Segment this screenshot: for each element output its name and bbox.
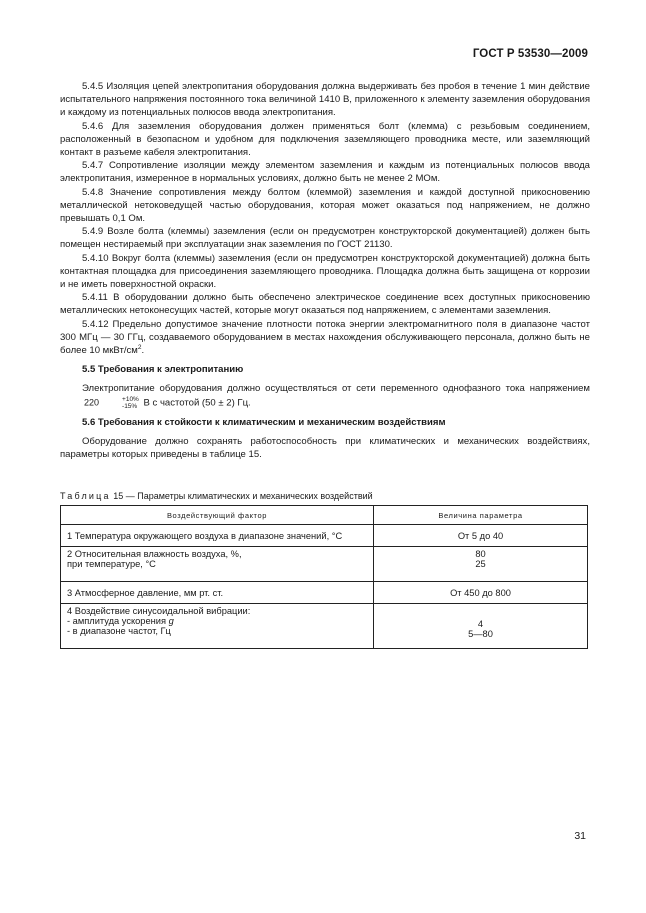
paragraph-5-4-8: 5.4.8 Значение сопротивления между болтом (клеммой) заземления и каждой доступной прикосновению металлической нетоковедущей частью оборудования, которая может оказаться под напряжением, не должно превышать 0,1 Ом. — [60, 186, 590, 225]
section-5-5-heading: 5.5 Требования к электропитанию — [82, 364, 244, 376]
factor-line: 1 Температура окружающего воздуха в диапазоне значений, °С — [67, 530, 343, 541]
paragraph-5-5-end: В с частотой (50 ± 2) Гц. — [143, 397, 251, 409]
value-line: От 5 до 40 — [457, 530, 504, 541]
table-row — [61, 582, 588, 604]
superscript-2: 2 — [137, 343, 142, 351]
factor-line: - в диапазоне частот, Гц — [67, 626, 171, 636]
factor-cell — [61, 582, 374, 604]
section-5-6-heading: 5.6 Требования к стойкости к климатическим и механическим воздействиям — [82, 416, 446, 428]
paragraph-5-4-5: 5.4.5 Изоляция цепей электропитания оборудования должна выдерживать без пробоя в течение 1 мин действие испытательного напряжения постоянного тока величиной 1410 В, приложенного к элементу заземления оборудования и каждому из потенциальных полюсов ввода электропитания. — [60, 81, 590, 119]
value-line: 80 — [475, 549, 486, 559]
factor-line: 4 Воздействие синусоидальной вибрации: — [67, 606, 251, 616]
document-body — [60, 80, 590, 461]
paragraph-5-5 — [60, 382, 590, 409]
header-factor: Воздействующий фактор — [61, 506, 374, 525]
parameters-table — [60, 505, 588, 649]
paragraph-5-5-text: Электропитание оборудования должно осуществляться от сети переменного однофазного тока напряжением — [82, 383, 590, 395]
paragraph-5-4-6: 5.4.6 Для заземления оборудования должен применяться болт (клемма) с резьбовым соединением, расположенный в безопасном и удобном для подключения заземляющего проводника месте, или заземляющий контакт в разъеме кабеля электропитания. — [60, 120, 590, 159]
value-cell — [374, 604, 588, 649]
paragraph-5-6: Оборудование должно сохранять работоспособность при климатических и механических воздействиях, параметры которых приведены в таблице 15. — [60, 435, 590, 461]
table-caption — [60, 491, 373, 501]
value-cell — [374, 525, 588, 547]
table-caption-word: Таблица — [60, 491, 111, 501]
value-line: 25 — [475, 559, 486, 569]
voltage-value: 220 — [84, 397, 100, 408]
header-value: Величина параметра — [374, 506, 588, 525]
page-number: 31 — [574, 830, 586, 842]
value-line: 4 — [477, 619, 484, 629]
paragraph-5-4-9: 5.4.9 Возле болта (клеммы) заземления (если он предусмотрен конструкторской документацией) должен быть помещен нестираемый при эксплуатации знак заземления по ГОСТ 21130. — [60, 226, 590, 251]
factor-cell — [61, 525, 374, 547]
tolerance-plus: +10% — [122, 395, 139, 403]
factor-line: при температуре, °С — [67, 559, 156, 569]
factor-line: - амплитуда ускорения g — [67, 616, 174, 626]
table-row — [61, 604, 588, 649]
table-caption-text: 15 — Параметры климатических и механических воздействий — [113, 491, 373, 501]
table-row — [61, 525, 588, 547]
value-line: От 450 до 800 — [450, 587, 511, 598]
voltage-with-tolerance — [62, 396, 139, 410]
paragraph-5-4-12-end: . — [141, 345, 145, 357]
table-row — [61, 547, 588, 582]
paragraph-5-4-7: 5.4.7 Сопротивление изоляции между элементом заземления и каждым из потенциальных полюсов ввода электропитания, измеренное в нормальных условиях, должно быть не менее 2 МОм. — [60, 160, 590, 185]
factor-line: 3 Атмосферное давление, мм рт. ст. — [67, 587, 224, 598]
paragraph-5-4-10: 5.4.10 Вокруг болта (клеммы) заземления (если он предусмотрен конструкторской документацией) должна быть контактная площадка для присоединения заземляющего проводника. Площадка должна быть защищена от коррозии и не иметь поверхностной окраски. — [60, 252, 590, 291]
value-line — [380, 606, 581, 619]
factor-cell — [61, 604, 374, 649]
factor-line: 2 Относительная влажность воздуха, %, — [67, 549, 242, 559]
value-line: 5—80 — [468, 629, 493, 639]
value-cell — [374, 582, 588, 604]
paragraph-5-4-12 — [60, 318, 590, 358]
factor-cell — [61, 547, 374, 582]
paragraph-5-4-12-text: 5.4.12 Предельно допустимое значение плотности потока энергии электромагнитного поля в диапазоне частот 300 МГц — 30 ГГц, создаваемого оборудованием в местах нахождения обслуживающего персонала, должно быть не более 10 мкВт/см — [60, 318, 590, 357]
tolerance-minus: -15% — [122, 402, 138, 410]
value-cell — [374, 547, 588, 582]
paragraph-5-4-11: 5.4.11 В оборудовании должно быть обеспечено электрическое соединение всех доступных прикосновению металлических нетоконесущих частей, которые могут оказаться под напряжением, с элементами заземления. — [60, 292, 590, 317]
document-header: ГОСТ Р 53530—2009 — [472, 48, 588, 60]
table-header-row — [61, 506, 588, 525]
